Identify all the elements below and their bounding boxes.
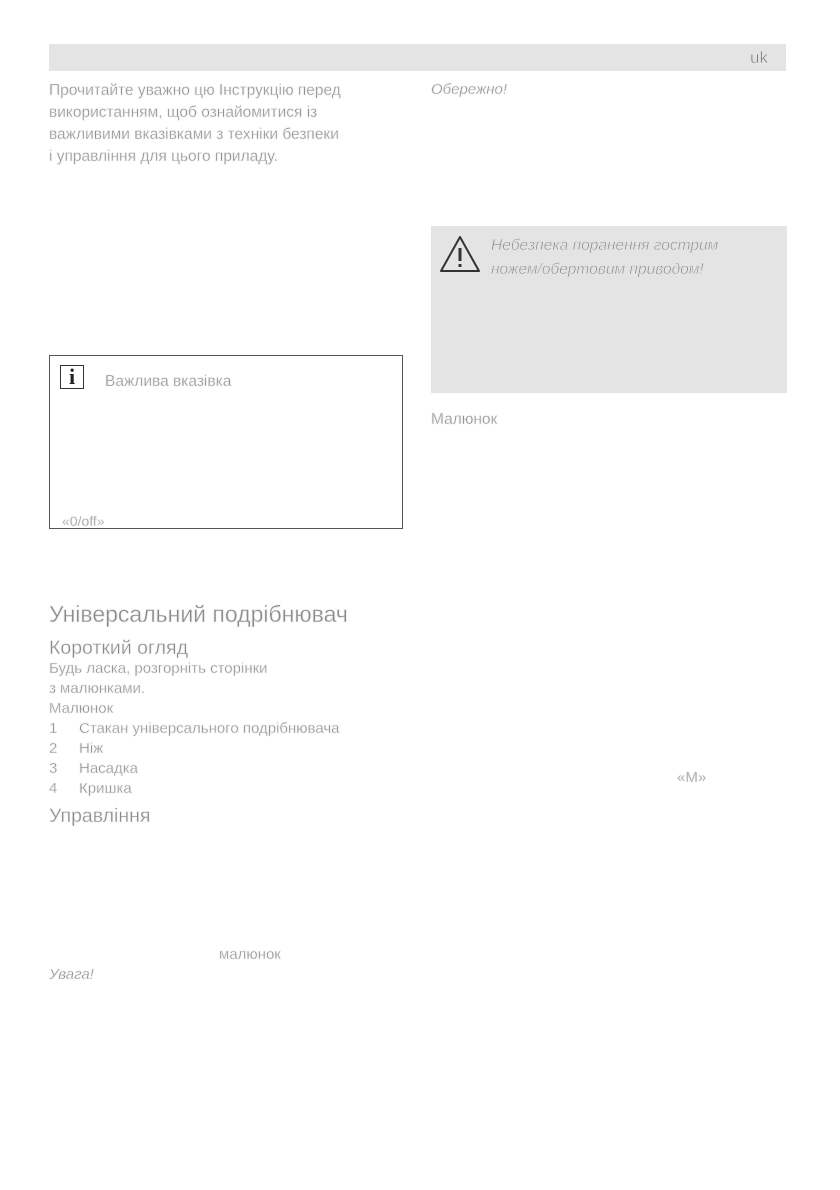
overview-heading: Короткий огляд [49,637,188,659]
intro-paragraph [49,80,409,168]
warning-line: ножем/обертовим приводом! [491,261,704,278]
warning-triangle-icon [438,234,482,274]
warning-line: Небезпека поранення гострим [491,237,719,254]
page-header-bar [49,44,786,71]
list-item: 4 Кришка [49,780,132,797]
right-figure-label: Малюнок [431,411,498,428]
overview-line: Будь ласка, розгорніть сторінки [49,660,268,677]
caution-label: Обережно! [431,81,508,98]
overview-figure-label: Малюнок [49,700,114,717]
intro-line: важливими вказівками з техніки безпеки [49,126,339,143]
attention-label: Увага! [49,966,94,983]
language-code: uk [750,48,768,67]
important-note-box [49,355,403,529]
overview-text [49,659,268,719]
important-note-title: Важлива вказівка [105,373,232,390]
operation-heading: Управління [49,805,151,827]
intro-line: і управління для цього приладу. [49,148,278,165]
list-item: 3 Насадка [49,760,139,777]
mode-m-label: «M» [677,769,707,786]
section-title: Універсальний подрібнювач [49,601,348,627]
overview-line: з малюнками. [49,680,146,697]
intro-line: Прочитайте уважно цю Інструкцію перед [49,82,341,99]
list-item: 2 Ніж [49,740,104,757]
intro-line: використанням, щоб ознайомитися із [49,104,318,121]
info-icon: i [60,365,84,389]
off-switch-label: «0/off» [62,513,105,529]
operation-figure-ref: малюнок [219,946,281,963]
danger-warning-text [491,234,718,282]
danger-warning-box [431,226,787,393]
list-item: 1 Стакан універсального подрібнювача [49,720,340,737]
parts-list [49,719,340,799]
